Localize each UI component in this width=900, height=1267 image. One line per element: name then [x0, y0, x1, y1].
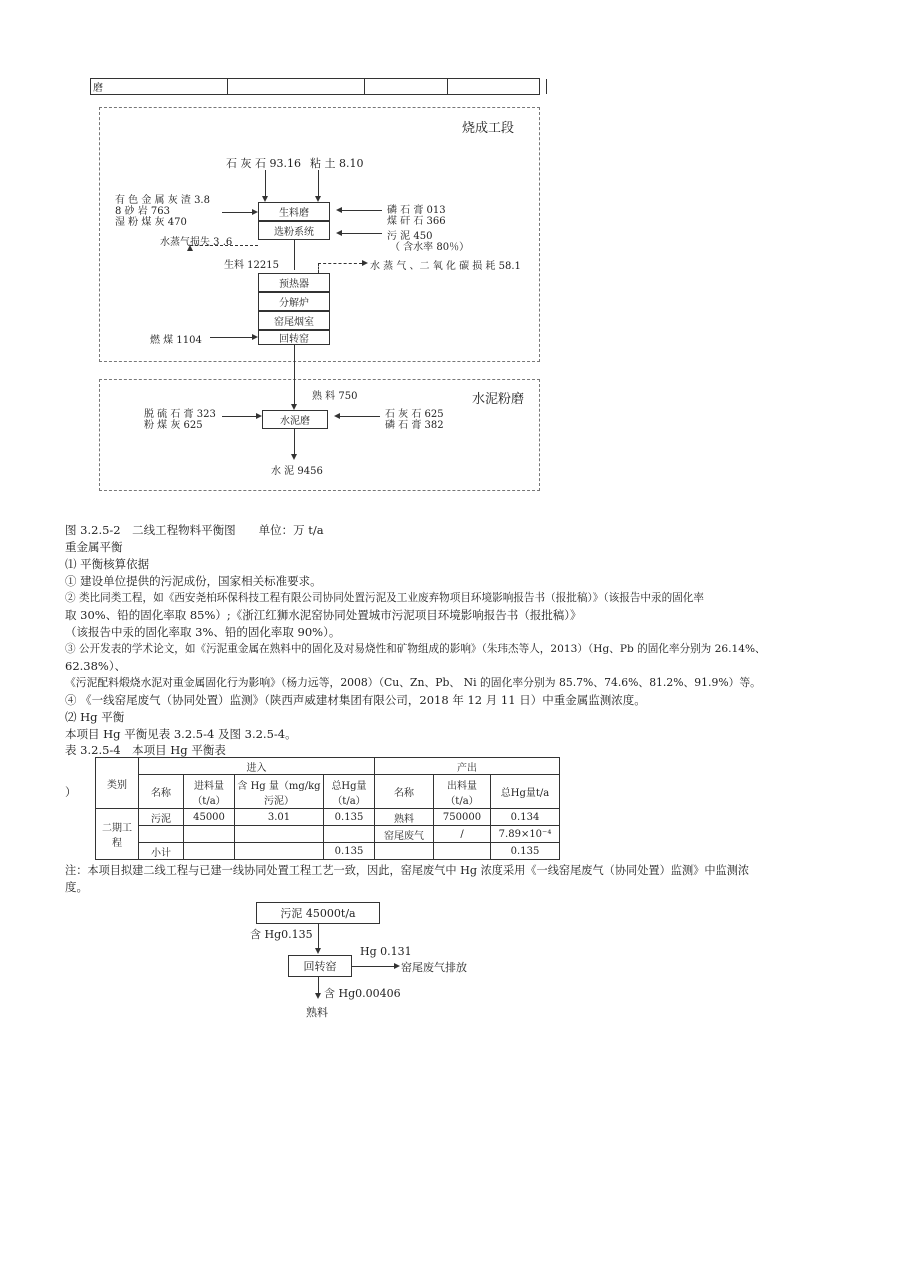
- exhaust-label: 窑尾废气排放: [401, 961, 467, 974]
- hg-out-label: Hg 0.131: [360, 945, 412, 958]
- right-input-1: 磷 石 膏 013: [387, 205, 446, 216]
- line-3c: 《污泥配料煅烧水泥对重金属固化行为影响》（杨力远等，2008）（Cu、Zn、Pb、 Ni 的固化率分别为 85.7%、74.6%、81.2%、91.9%）等。: [65, 676, 761, 689]
- table-row: [96, 826, 560, 843]
- clinker-label-2: 熟料: [306, 1006, 328, 1019]
- line-5: 本项目 Hg 平衡见表 3.2.5-4 及图 3.2.5-4。: [65, 727, 297, 741]
- line-2b: 取 30%、铅的固化率取 85%）;《浙江红狮水泥窑协同处置城市污泥项目环境影响报告书（报批稿）》: [65, 608, 582, 622]
- table-header-output: 产出: [375, 758, 560, 775]
- left-input-3: 湿 粉 煤 灰 470: [115, 217, 187, 228]
- raw-meal-label: 生料 12215: [224, 260, 279, 271]
- table-cell: [375, 843, 434, 860]
- paren: ）: [65, 785, 77, 799]
- heading-heavy-metal: 重金属平衡: [65, 540, 123, 554]
- table-cell: 0.135: [491, 843, 560, 860]
- table-cell: [434, 843, 491, 860]
- line-2c: （该报告中汞的固化率取 3%、铅的固化率取 90%）。: [65, 625, 341, 639]
- steam-loss-label: 水蒸气损失 3 .6: [160, 237, 233, 248]
- line-1: ① 建设单位提供的污泥成份，国家相关标准要求。: [65, 574, 322, 588]
- left-input-2: 8 砂 岩 763: [115, 206, 170, 217]
- table-cell: 750000: [434, 809, 491, 826]
- table-cell: 小计: [139, 843, 184, 860]
- flyash-label: 粉 煤 灰 625: [144, 420, 203, 431]
- top-table: [90, 78, 540, 95]
- table-header-input: 进入: [139, 758, 375, 775]
- section-1: ⑴ 平衡核算依据: [65, 557, 150, 571]
- line-4: ④ 《一线窑尾废气（协同处置）监测》（陕西声威建材集团有限公司，2018 年 12 月 11 日）中重金属监测浓度。: [65, 693, 646, 707]
- line-3a: ③ 公开发表的学术论文，如《污泥重金属在熟料中的固化及对易烧性和矿物组成的影响》（朱玮杰等人，2013）（Hg、Pb 的固化率分别为 26.14%、: [65, 643, 766, 655]
- table-header-name2: 名称: [375, 775, 434, 809]
- loss-label: 水 蒸 气 、二 氧 化 碳 损 耗 58.1: [370, 261, 521, 272]
- sludge-box: 污泥 45000t/a: [256, 902, 380, 924]
- note-line-1: 注：本项目拟建二线工程与已建一线协同处置工程工艺一致，因此，窑尾废气中 Hg 浓度采用《一线窑尾废气（协同处置）监测》中监测浓: [65, 864, 750, 877]
- hg-clinker-label: 含 Hg0.00406: [324, 987, 401, 1000]
- sludge-label: 污 泥 450: [387, 231, 433, 242]
- phospho-label: 磷 石 膏 382: [385, 420, 444, 431]
- calciner-box: 分解炉: [258, 292, 330, 311]
- left-input-1: 有 色 金 属 灰 渣 3.8: [115, 195, 210, 206]
- section-firing-title: 烧成工段: [462, 121, 515, 136]
- cement-label: 水 泥 9456: [271, 466, 323, 477]
- table-cell: /: [434, 826, 491, 843]
- table-cell: [184, 826, 235, 843]
- top-table-cell: 磨: [93, 83, 103, 94]
- kiln-box-2: 回转窑: [288, 955, 352, 977]
- coal-label: 燃 煤 1104: [150, 335, 202, 346]
- table-row: [96, 843, 560, 860]
- table-header-total-hg2: 总Hg量t/a: [491, 775, 560, 809]
- preheater-box: 预热器: [258, 273, 330, 292]
- hg-in-label: 含 Hg0.135: [250, 928, 313, 941]
- separator-box: 选粉系统: [258, 221, 330, 240]
- table-cell: 窑尾废气: [375, 826, 434, 843]
- raw-mill-box: 生料磨: [258, 202, 330, 221]
- table-cell: 7.89×10⁻⁴: [491, 826, 560, 843]
- kiln-box: 回转窑: [258, 330, 330, 345]
- table-cell: [235, 826, 324, 843]
- cement-mill-box: 水泥磨: [262, 410, 328, 429]
- line-3b: 62.38%）、: [65, 659, 127, 673]
- table-cell: [139, 826, 184, 843]
- table-group: 二期工程: [96, 809, 139, 860]
- table-row: [96, 809, 560, 826]
- limestone-label: 石 灰 石 93.16: [226, 157, 301, 170]
- table-header-category: 类别: [96, 758, 139, 809]
- table-cell: 45000: [184, 809, 235, 826]
- table-cell: 0.134: [491, 809, 560, 826]
- table-caption: 表 3.2.5-4 本项目 Hg 平衡表: [65, 743, 226, 757]
- figure-caption: 图 3.2.5-2 二线工程物料平衡图 单位：万 t/a: [65, 523, 324, 537]
- table-header-name: 名称: [139, 775, 184, 809]
- kiln-tail-box: 窑尾烟室: [258, 311, 330, 330]
- right-input-2: 煤 矸 石 366: [387, 216, 446, 227]
- clinker-label: 熟 料 750: [312, 391, 358, 402]
- table-cell: 熟料: [375, 809, 434, 826]
- hg-balance-table: [95, 757, 560, 860]
- table-cell: 污泥: [139, 809, 184, 826]
- table-header-out-qty: 出料量（t/a）: [434, 775, 491, 809]
- sludge-note: （ 含水率 80％）: [390, 242, 470, 253]
- line-2a: ② 类比同类工程，如《西安尧柏环保科技工程有限公司协同处置污泥及工业废弃物项目环境影响报告书（报批稿）》（该报告中汞的固化率: [65, 592, 704, 604]
- table-cell: [184, 843, 235, 860]
- table-cell: [324, 826, 375, 843]
- table-cell: 3.01: [235, 809, 324, 826]
- section-2: ⑵ Hg 平衡: [65, 710, 125, 724]
- table-cell: 0.135: [324, 843, 375, 860]
- clay-label: 粘 土 8.10: [310, 157, 364, 170]
- table-header-total-hg: 总Hg量（t/a）: [324, 775, 375, 809]
- table-cell: 0.135: [324, 809, 375, 826]
- note-line-2: 度。: [65, 880, 88, 894]
- section-cement-title: 水泥粉磨: [472, 392, 525, 407]
- table-cell: [235, 843, 324, 860]
- desulf-label: 脱 硫 石 膏 323: [144, 409, 216, 420]
- table-header-in-qty: 进料量（t/a）: [184, 775, 235, 809]
- table-header-hg-content: 含 Hg 量（mg/kg 污泥）: [235, 775, 324, 809]
- limestone2-label: 石 灰 石 625: [385, 409, 444, 420]
